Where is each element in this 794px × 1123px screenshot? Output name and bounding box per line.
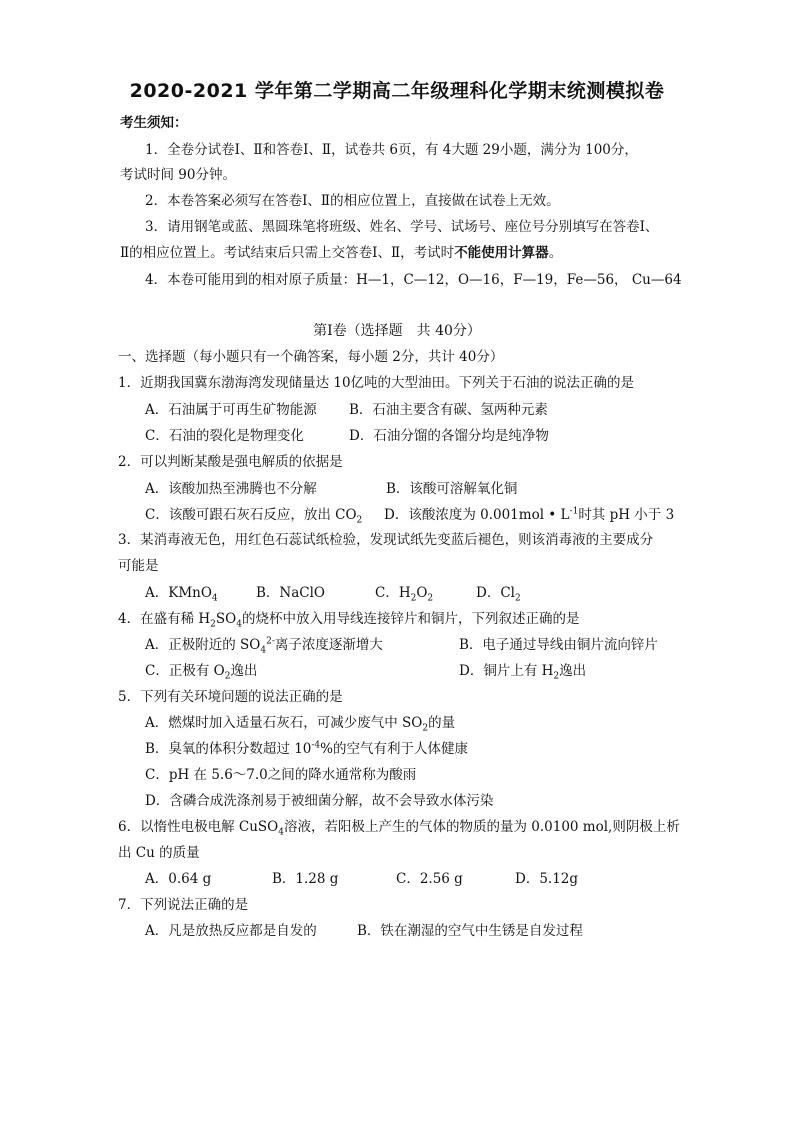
question-4-option-d-text: D．铜片上有 H	[459, 663, 554, 679]
question-6-option-a: A．0.64 g	[145, 871, 212, 887]
question-4-stem-mid: SO	[215, 611, 237, 627]
question-4-option-d	[459, 662, 586, 680]
exam-title: 2020-2021 学年第二学期高二年级理科化学期末统测模拟卷	[129, 80, 665, 102]
question-3-stem-b: 可能是	[118, 558, 159, 574]
question-6-stem-a	[118, 818, 680, 836]
question-4-option-c-end: 逸出	[230, 663, 258, 679]
question-4-option-d-subscript: 2	[553, 671, 560, 682]
notice-item-2: 2．本卷答案必须写在答卷Ⅰ、Ⅱ的相应位置上，直接做在试卷上无效。	[145, 193, 560, 209]
question-6-option-d: D．5.12g	[515, 871, 579, 887]
question-4-stem	[118, 610, 579, 628]
question-6-option-b: B．1.28 g	[272, 871, 339, 887]
notice-item-1b: 考试时间 90分钟。	[120, 167, 236, 183]
question-5-option-b-superscript: -4	[311, 740, 321, 751]
question-2-option-c	[145, 506, 362, 524]
question-3-option-c-subscript-2: 2	[427, 593, 434, 604]
question-3-option-c-text: C．H	[375, 585, 411, 601]
question-5-option-d: D．含磷合成洗涤剂易于被细菌分解，故不会导致水体污染	[145, 793, 494, 809]
question-5-option-b-text: B．臭氧的体积分数超过 10	[145, 741, 312, 757]
question-4-option-a-subscript: 4	[260, 645, 267, 656]
section-instruction: 一、选择题（每小题只有一个确答案，每小题 2分，共计 40分）	[118, 349, 504, 365]
question-6-stem-b: 出 Cu 的质量	[118, 845, 200, 861]
notice-calculator-warning: 不能使用计算器	[454, 245, 549, 261]
question-3-option-c-subscript-1: 2	[410, 593, 417, 604]
question-3-stem-a: 3．某消毒液无色，用红色石蕊试纸检验，发现试纸先变蓝后褪色，则该消毒液的主要成分	[118, 532, 654, 548]
notice-item-4: 4．本卷可能用到的相对原子质量：H—1，C—12，O—16，F—19，Fe—56， Cu—64	[145, 272, 682, 288]
question-3-option-c-mid: O	[416, 585, 428, 601]
question-2-option-d-end: 时其 pH 小于 3	[578, 507, 675, 523]
question-4-stem-subscript-2: 4	[236, 619, 242, 630]
question-3-option-d-text: D．Cl	[476, 585, 515, 601]
question-1-option-c: C．石油的裂化是物理变化	[145, 428, 304, 444]
question-3-option-a	[145, 584, 218, 602]
question-2-stem: 2．可以判断某酸是强电解质的依据是	[118, 454, 343, 470]
question-7-stem: 7．下列说法正确的是	[118, 897, 249, 913]
question-4-option-c	[145, 662, 257, 680]
question-2-option-d	[384, 506, 674, 524]
question-2-option-a: A．该酸加热至沸腾也不分解	[145, 481, 317, 497]
question-4-option-a	[145, 636, 383, 654]
question-1-stem: 1．近期我国冀东渤海湾发现储量达 10亿吨的大型油田。下列关于石油的说法正确的是	[118, 375, 635, 391]
question-1-option-d: D．石油分馏的各馏分均是纯净物	[349, 428, 549, 444]
question-4-option-d-end: 逸出	[559, 663, 587, 679]
question-3-option-a-subscript: 4	[211, 593, 218, 604]
question-3-option-d	[476, 584, 521, 602]
notice-item-3b	[120, 244, 562, 262]
notice-item-3a: 3．请用钢笔或蓝、黑圆珠笔将班级、姓名、学号、试场号、座位号分别填写在答卷Ⅰ、	[145, 219, 659, 235]
question-4-option-a-text: A．正极附近的 SO	[145, 637, 261, 653]
notice-heading: 考生须知：	[120, 115, 188, 131]
question-5-stem: 5．下列有关环境问题的说法正确的是	[118, 689, 343, 705]
notice-item-1a: 1．全卷分试卷Ⅰ、Ⅱ和答卷Ⅰ、Ⅱ，试卷共 6页，有 4大题 29小题，满分为 100分，	[145, 142, 638, 158]
question-2-option-c-text: C．该酸可跟石灰石反应，放出 CO	[145, 507, 357, 523]
question-5-option-a	[145, 714, 455, 732]
notice-item-3b-text: Ⅱ的相应位置上。考试结束后只需上交答卷Ⅰ、Ⅱ，考试时	[120, 245, 455, 261]
question-2-option-d-text: D．该酸浓度为 0.001mol • L	[384, 507, 570, 523]
section-heading: 第Ⅰ卷（选择题 共 40分）	[313, 323, 481, 339]
question-4-option-c-text: C．正极有 O	[145, 663, 225, 679]
question-4-option-c-subscript: 2	[224, 671, 231, 682]
question-5-option-a-subscript: 2	[422, 723, 429, 734]
question-5-option-a-text: A．燃煤时加入适量石灰石，可减少废气中 SO	[145, 715, 423, 731]
question-3-option-d-subscript: 2	[514, 593, 521, 604]
question-4-option-a-end: 离子浓度逐渐增大	[274, 637, 383, 653]
question-7-option-a: A．凡是放热反应都是自发的	[145, 923, 317, 939]
question-6-stem-a-subscript: 4	[278, 827, 284, 838]
question-4-option-b: B．电子通过导线由铜片流向锌片	[459, 637, 658, 653]
question-6-option-c: C．2.56 g	[396, 871, 463, 887]
question-4-stem-subscript-1: 2	[210, 619, 216, 630]
question-3-option-a-text: A．KMnO	[145, 585, 212, 601]
question-5-option-b	[145, 740, 468, 758]
question-4-option-a-superscript: 2-	[266, 636, 275, 647]
question-5-option-a-end: 的量	[428, 715, 456, 731]
question-5-option-b-end: %的空气有利于人体健康	[320, 741, 468, 757]
question-1-option-b: B．石油主要含有碳、氢两种元素	[349, 402, 548, 418]
question-2-option-b: B．该酸可溶解氧化铜	[386, 481, 518, 497]
question-2-option-d-superscript: -1	[569, 506, 579, 517]
notice-item-3b-end: 。	[548, 245, 563, 261]
question-6-stem-a-text: 6．以惰性电极电解 CuSO	[118, 819, 279, 835]
question-7-option-b: B．铁在潮湿的空气中生锈是自发过程	[357, 923, 583, 939]
question-6-stem-a-end: 溶液，若阳极上产生的气体的物质的量为 0.0100 mol,则阴极上析	[283, 819, 680, 835]
question-3-option-b: B．NaClO	[256, 585, 325, 601]
question-2-option-c-subscript: 2	[356, 515, 363, 526]
question-4-stem-end: 的烧杯中放入用导线连接锌片和铜片，下列叙述正确的是	[241, 611, 580, 627]
question-1-option-a: A．石油属于可再生矿物能源	[145, 402, 317, 418]
question-5-option-c: C．pH 在 5.6～7.0之间的降水通常称为酸雨	[145, 767, 417, 783]
question-3-option-c	[375, 584, 433, 602]
question-4-stem-text: 4．在盛有稀 H	[118, 611, 211, 627]
